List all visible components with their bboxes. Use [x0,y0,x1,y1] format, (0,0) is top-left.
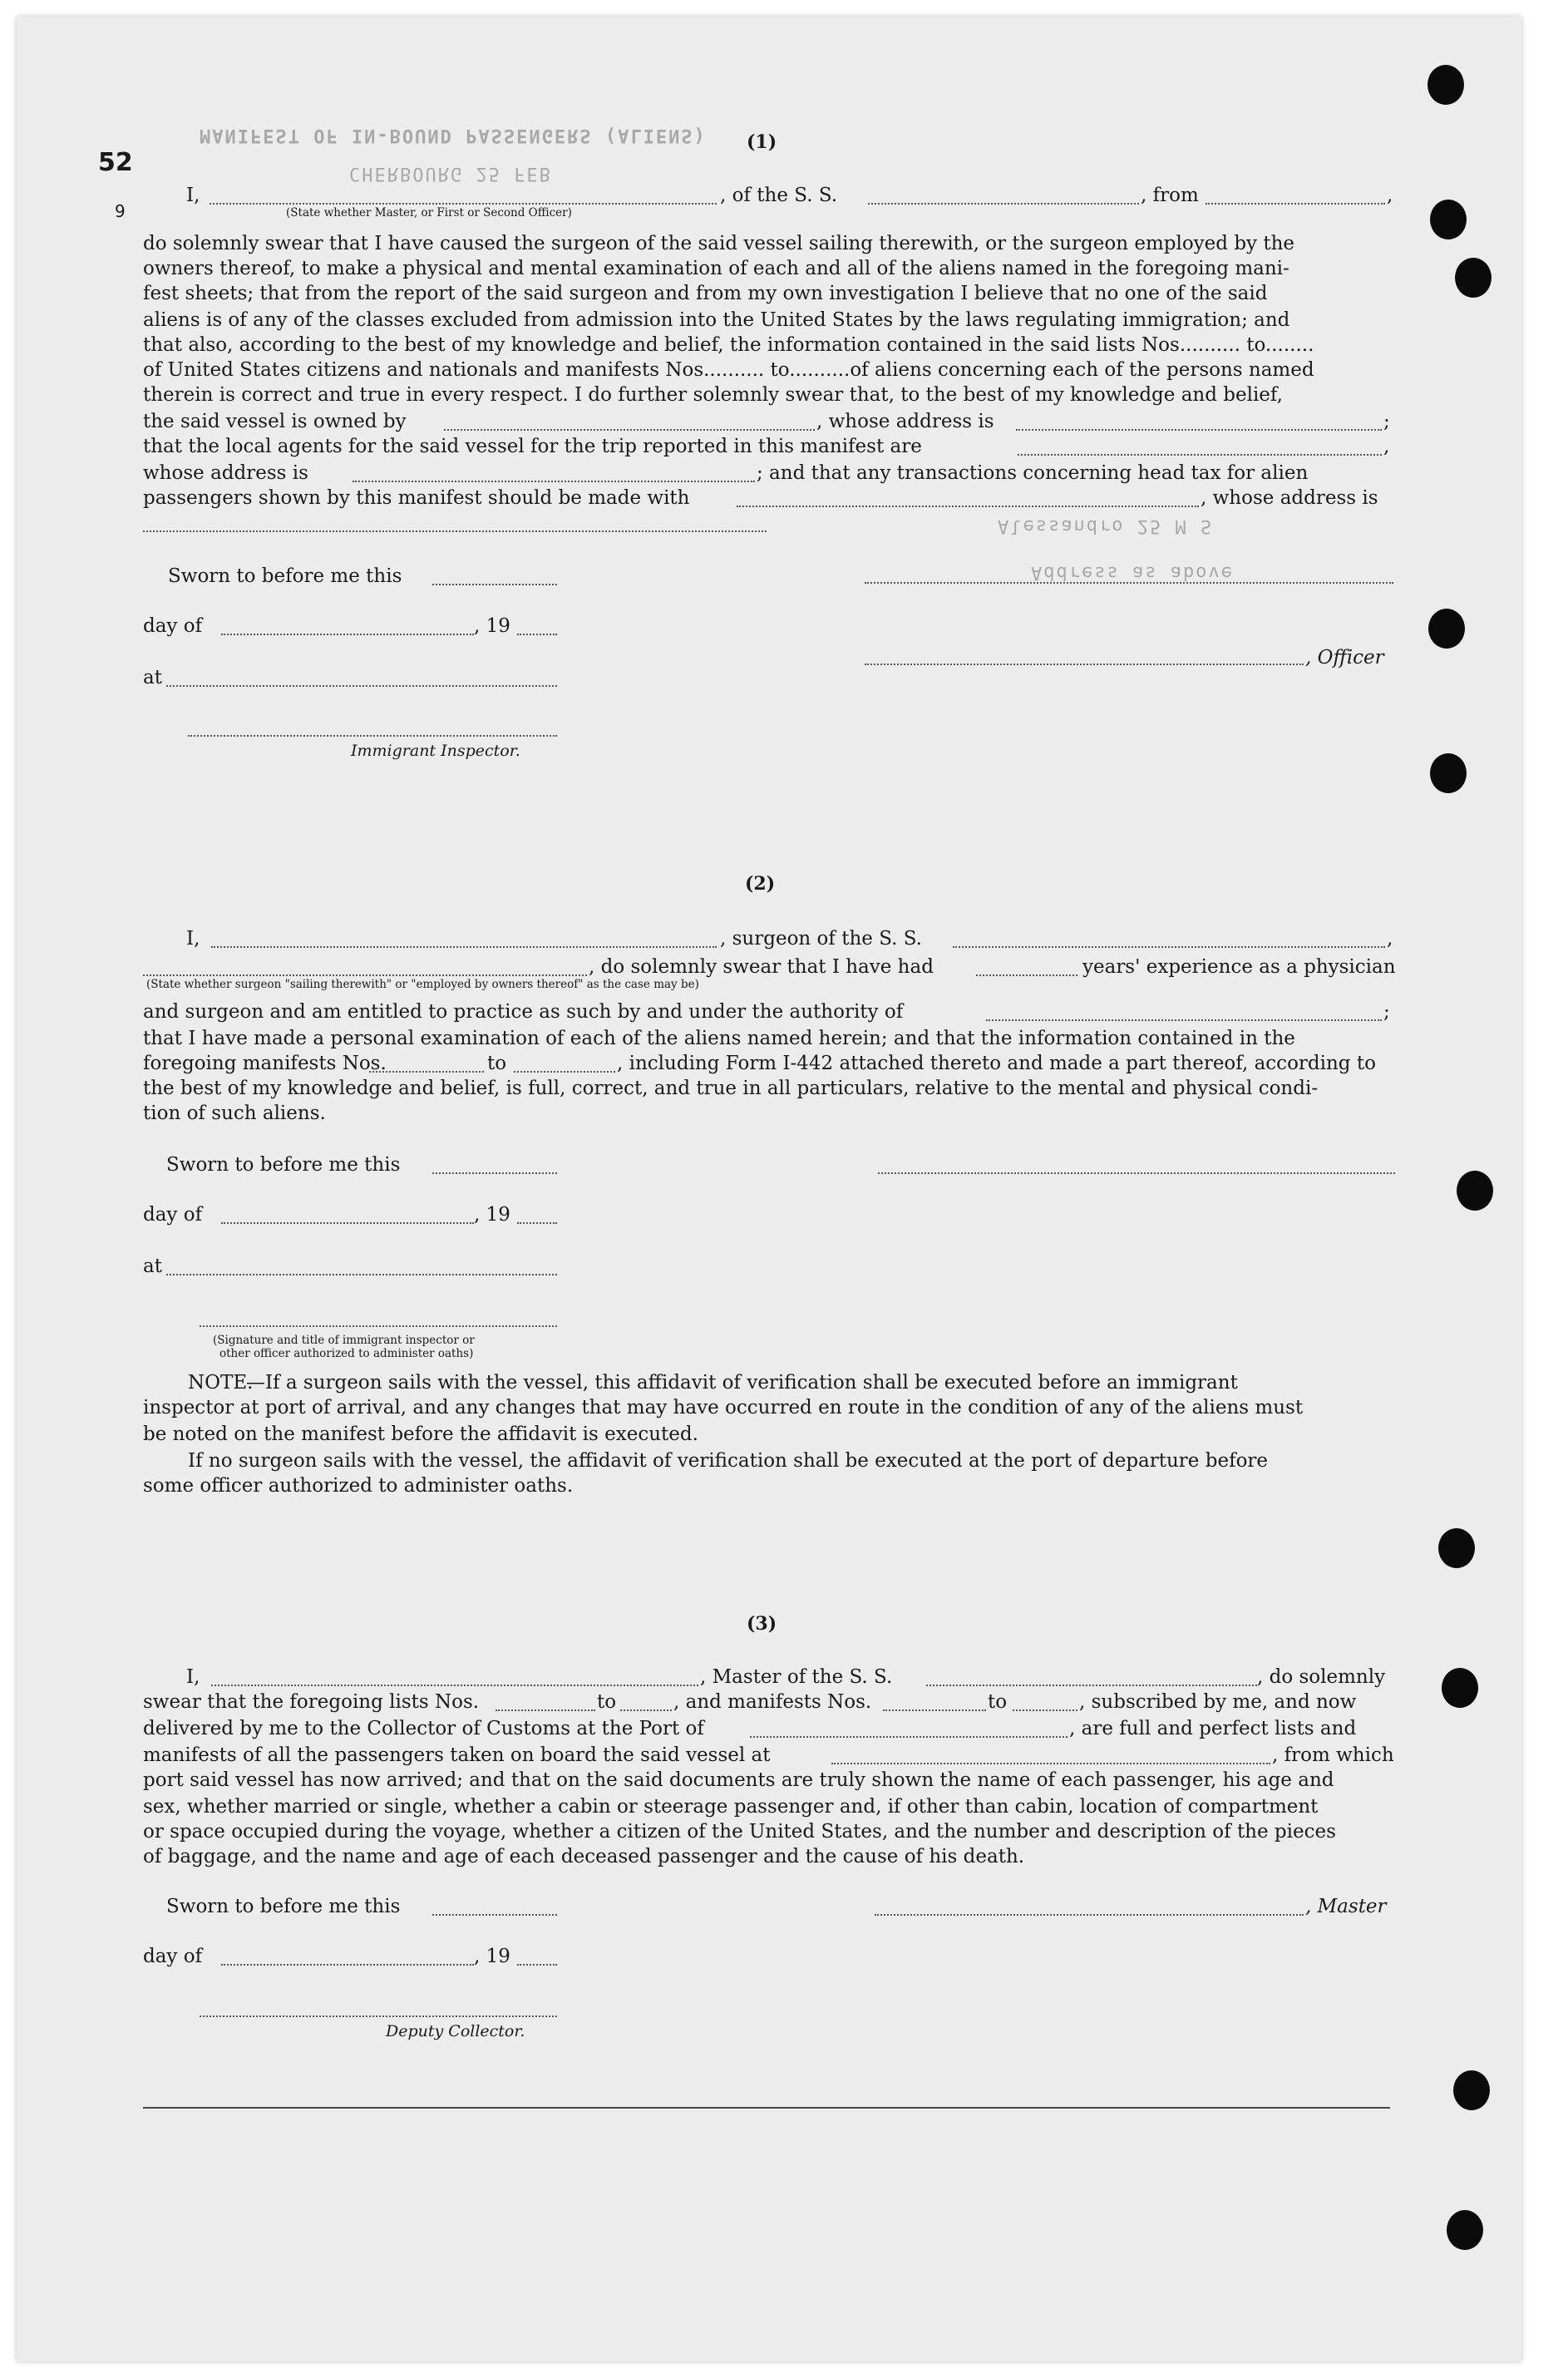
s2-note2-line: some officer authorized to administer oaths. [143,1475,574,1497]
s1-sworn-line: Sworn to before me this [168,565,402,587]
s2-note-line: be noted on the manifest before the affidavit is executed. [143,1423,698,1445]
s3-line-4: manifests of all the passengers taken on board the said vessel at , from which [143,1744,1394,1766]
bottom-rule [143,2107,1390,2109]
section-1-heading: (1) [747,131,777,153]
s2-line-4: that I have made a personal examination of each of the aliens named herein; and that the information contained in the [143,1028,1295,1049]
s1-body-line: owners thereof, to make a physical and mental examination of each and all of the aliens named in the foregoing mani- [143,258,1289,279]
s1-agents-line: that the local agents for the said vessel for the trip reported in this manifest are , [143,436,1390,457]
s1-owned-line: the said vessel is owned by , whose address is ; [143,411,1390,432]
s1-year-blank[interactable] [517,634,557,635]
s1-agents-blank[interactable] [1018,454,1382,456]
s2-sworn-line: Sworn to before me this [166,1154,401,1176]
s3-line-3: delivered by me to the Collector of Customs at the Port of , are full and perfect lists and [143,1718,1357,1739]
s3-master-signature-blank[interactable] [875,1914,1304,1916]
s2-vessel-blank[interactable] [953,946,1385,948]
s1-inspector-label: Immigrant Inspector. [351,742,520,760]
s3-day-blank[interactable] [221,1964,474,1966]
s1-day-blank[interactable] [221,634,474,635]
s2-at-blank[interactable] [166,1274,557,1275]
s1-agents-address-blank[interactable] [353,481,755,482]
s2-surgeon-note: (State whether surgeon "sailing therewith" or "employed by owners thereof" as the case may be) [146,978,699,991]
bleed-through-subtitle: CHERBOURG 25 FEB [349,163,552,184]
s1-line-1: I, , of the S. S. , from , [186,185,1393,206]
bleed-through-title: MANIFEST OF IN-BOUND PASSENGERS (ALIENS) [200,125,707,146]
s3-port-blank[interactable] [750,1736,1068,1738]
s3-sworn-blank[interactable] [432,1914,557,1916]
s2-manifest-to-blank[interactable] [514,1071,615,1073]
s1-from-port-blank[interactable] [1206,203,1385,205]
s3-year-blank[interactable] [517,1964,557,1966]
punch-hole [1453,2070,1490,2110]
s2-surgeon-name-blank[interactable] [211,946,717,948]
s2-years-blank[interactable] [976,974,1077,976]
s3-body-line: of baggage, and the name and age of each deceased passenger and the cause of his death. [143,1846,1025,1867]
s3-lists-to-blank[interactable] [620,1709,672,1711]
s3-collector-label: Deputy Collector. [386,2022,525,2040]
page-number: 52 [98,148,133,177]
s2-sailing-blank[interactable] [143,974,587,976]
margin-mark: 9 [115,201,126,221]
section-3-heading: (3) [747,1613,777,1635]
s1-officer-note: (State whether Master, or First or Second Officer) [286,206,572,220]
s2-day-line: day of , 19 [143,1204,510,1226]
s1-owner-address-blank[interactable] [1016,429,1382,431]
s2-year-blank[interactable] [517,1222,557,1224]
s3-line-2: swear that the foregoing lists Nos. to , and manifests Nos. to , subscribed by me, and now [143,1691,1357,1713]
s1-day-line: day of , 19 [143,615,510,637]
s3-body-line: port said vessel has now arrived; and that on the said documents are truly shown the name of each passenger, his age and [143,1769,1334,1791]
s1-whose-line: whose address is ; and that any transactions concerning head tax for alien [143,462,1309,484]
s1-body-line: therein is correct and true in every respect. I do further solemnly swear that, to the best of my knowledge and belief, [143,384,1283,406]
punch-hole [1447,2210,1483,2250]
s2-note-line: NOTE. —If a surgeon sails with the vessel, this affidavit of verification shall be executed before an immigrant [0,1369,1568,1397]
s1-vessel-name-blank[interactable] [868,203,1139,205]
s2-line-1: I, , surgeon of the S. S. , [186,928,1393,950]
s3-day-line: day of , 19 [143,1946,510,1967]
bleed-through-entry: Alessandro 25 M S [998,516,1214,536]
s3-vessel-blank[interactable] [926,1685,1257,1686]
s3-master-name-blank[interactable] [211,1685,698,1686]
s2-signature-note: other officer authorized to administer oaths) [219,1347,474,1360]
s2-line-7: tion of such aliens. [143,1103,326,1124]
s1-sworn-blank[interactable] [432,584,557,585]
s3-body-line: sex, whether married or single, whether a cabin or steerage passenger and, if other than cabin, location of compartment [143,1796,1319,1818]
s3-sworn-line: Sworn to before me this , Master [166,1896,1387,1917]
s1-body-line: that also, according to the best of my knowledge and belief, the information contained in the said lists Nos.......... to........ [143,334,1314,356]
s3-lists-from-blank[interactable] [496,1709,595,1711]
s1-at-line: at [143,667,162,688]
s1-body-line: fest sheets; that from the report of the said surgeon and from my own investigation I believe that no one of the said [143,283,1268,304]
s1-body-line: aliens is of any of the classes excluded from admission into the United States by the laws regulating immigration; and [143,309,1290,331]
s1-headtax-address-blank[interactable] [143,530,767,532]
s3-line-1: I, , Master of the S. S. , do solemnly [186,1666,1386,1688]
s1-officer-name-blank[interactable] [210,203,717,205]
section-2-heading: (2) [745,873,776,895]
s2-inspector-signature-blank[interactable] [200,1325,557,1327]
s3-boarding-port-blank[interactable] [831,1763,1270,1764]
s2-surgeon-signature-blank[interactable] [878,1172,1395,1174]
punch-hole [1438,1528,1475,1568]
s1-passengers-line: passengers shown by this manifest should be made with , whose address is [143,487,1378,509]
s2-line-6: the best of my knowledge and belief, is full, correct, and true in all particulars, relative to the mental and physical condi- [143,1078,1319,1099]
s3-manifests-to-blank[interactable] [1013,1709,1077,1711]
punch-hole [1427,65,1464,105]
s2-manifest-from-blank[interactable] [369,1071,484,1073]
s1-at-blank[interactable] [166,685,557,687]
s2-note2-line: If no surgeon sails with the vessel, the affidavit of verification shall be executed at the port of departure before [188,1450,1269,1472]
s3-body-line: or space occupied during the voyage, whether a citizen of the United States, and the number and description of the pieces [143,1821,1336,1843]
s2-signature-note: (Signature and title of immigrant inspector or [213,1334,475,1347]
bleed-through-address: Address as above [1031,562,1234,583]
s1-owner-blank[interactable] [444,429,815,431]
s1-body-line: do solemnly swear that I have caused the surgeon of the said vessel sailing therewith, or the surgeon employed by the [143,233,1295,254]
s2-line-3: and surgeon and am entitled to practice as such by and under the authority of ; [143,1001,1390,1023]
s1-body-line: of United States citizens and nationals and manifests Nos.......... to..........of aliens concerning each of the persons named [143,359,1314,381]
s2-sworn-blank[interactable] [432,1172,557,1174]
s3-manifests-from-blank[interactable] [883,1709,986,1711]
s1-headtax-blank[interactable] [737,506,1199,507]
s1-officer-line: , Officer [1305,647,1384,669]
s2-note-line: inspector at port of arrival, and any changes that may have occurred en route in the condition of any of the aliens must [143,1397,1304,1418]
s2-day-blank[interactable] [221,1222,474,1224]
s2-line-5: foregoing manifests Nos. to , including Form I-442 attached thereto and made a part thereof, according to [143,1053,1376,1074]
s2-at-line: at [143,1256,162,1277]
s2-line-2: , do solemnly swear that I have had years' experience as a physician [589,956,1396,978]
note-label: NOTE. [188,1372,254,1394]
s2-authority-blank[interactable] [986,1019,1382,1021]
